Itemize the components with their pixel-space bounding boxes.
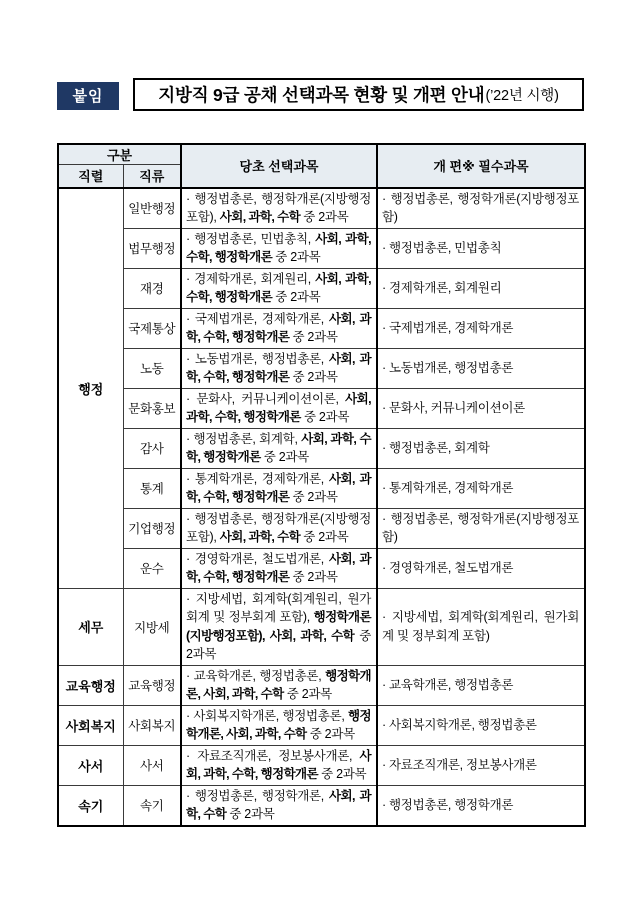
header-jikryeol: 직렬 [58,165,123,188]
jikryu-cell: 속기 [123,785,181,826]
jikryeol-cell: 세무 [58,588,123,665]
revised-subjects-cell: · 지방세법, 회계학(회계원리, 원가회계 및 정부회계 포함) [377,588,585,665]
document-header [57,78,584,111]
jikryu-cell: 운수 [123,548,181,588]
original-subjects-cell: · 지방세법, 회계학(회계원리, 원가회계 및 정부회계 포함), 행정학개론(지방행정포함), 사회, 과학, 수학 중 2과목 [181,588,377,665]
jikryu-cell: 교육행정 [123,665,181,705]
jikryu-cell: 감사 [123,428,181,468]
table-row [58,268,585,308]
attachment-badge-label: 붙임 [72,88,104,105]
header-revised-subjects: 개 편※ 필수과목 [377,144,585,188]
original-subjects-cell: · 경영학개론, 철도법개론, 사회, 과학, 수학, 행정학개론 중 2과목 [181,548,377,588]
original-subjects-cell: · 국제법개론, 경제학개론, 사회, 과학, 수학, 행정학개론 중 2과목 [181,308,377,348]
jikryu-cell: 법무행정 [123,228,181,268]
header-gubun: 구분 [58,144,181,165]
jikryu-cell: 일반행정 [123,188,181,229]
table-row [58,388,585,428]
table-row [58,508,585,548]
revised-subjects-cell: · 사회복지학개론, 행정법총론 [377,705,585,745]
title-box [133,78,584,111]
original-subjects-cell: · 경제학개론, 회계원리, 사회, 과학, 수학, 행정학개론 중 2과목 [181,268,377,308]
revised-subjects-cell: · 경영학개론, 철도법개론 [377,548,585,588]
revised-subjects-cell: · 국제법개론, 경제학개론 [377,308,585,348]
jikryu-cell: 통계 [123,468,181,508]
table-row [58,785,585,826]
table-row [58,665,585,705]
jikryu-cell: 국제통상 [123,308,181,348]
original-subjects-cell: · 문화사, 커뮤니케이션이론, 사회, 과학, 수학, 행정학개론 중 2과목 [181,388,377,428]
original-subjects-cell: · 행정법총론, 회계학, 사회, 과학, 수학, 행정학개론 중 2과목 [181,428,377,468]
page-title: 지방직 9급 공채 선택과목 현황 및 개편 안내 [158,85,485,105]
jikryu-cell: 문화홍보 [123,388,181,428]
original-subjects-cell: · 행정법총론, 행정학개론, 사회, 과학, 수학 중 2과목 [181,785,377,826]
jikryu-cell: 지방세 [123,588,181,665]
original-subjects-cell: · 행정법총론, 민법총칙, 사회, 과학, 수학, 행정학개론 중 2과목 [181,228,377,268]
table-row [58,468,585,508]
original-subjects-cell: · 통계학개론, 경제학개론, 사회, 과학, 수학, 행정학개론 중 2과목 [181,468,377,508]
original-subjects-cell: · 사회복지학개론, 행정법총론, 행정학개론, 사회, 과학, 수학 중 2과목 [181,705,377,745]
revised-subjects-cell: · 행정법총론, 회계학 [377,428,585,468]
revised-subjects-cell: · 행정법총론, 행정학개론(지방행정포함) [377,188,585,229]
table-row [58,745,585,785]
original-subjects-cell: · 행정법총론, 행정학개론(지방행정 포함), 사회, 과학, 수학 중 2과목 [181,508,377,548]
table-row [58,548,585,588]
revised-subjects-cell: · 행정법총론, 행정학개론(지방행정포함) [377,508,585,548]
subjects-table-wrap [57,143,586,827]
jikryeol-cell: 사서 [58,745,123,785]
revised-subjects-cell: · 자료조직개론, 정보봉사개론 [377,745,585,785]
table-row [58,308,585,348]
original-subjects-cell: · 노동법개론, 행정법총론, 사회, 과학, 수학, 행정학개론 중 2과목 [181,348,377,388]
table-row [58,588,585,665]
revised-subjects-cell: · 경제학개론, 회계원리 [377,268,585,308]
revised-subjects-cell: · 교육학개론, 행정법총론 [377,665,585,705]
jikryeol-cell: 속기 [58,785,123,826]
header-jikryu: 직류 [123,165,181,188]
jikryu-cell: 사서 [123,745,181,785]
page-title-suffix: (’22년 시행) [485,88,559,104]
table-row [58,428,585,468]
header-row-1 [58,144,585,165]
jikryeol-cell: 교육행정 [58,665,123,705]
jikryu-cell: 재경 [123,268,181,308]
revised-subjects-cell: · 통계학개론, 경제학개론 [377,468,585,508]
table-row [58,705,585,745]
subjects-table [57,143,586,827]
jikryu-cell: 노동 [123,348,181,388]
table-row [58,348,585,388]
jikryeol-cell: 행정 [58,188,123,589]
jikryeol-cell: 사회복지 [58,705,123,745]
revised-subjects-cell: · 노동법개론, 행정법총론 [377,348,585,388]
subjects-table-head [58,144,585,188]
jikryu-cell: 기업행정 [123,508,181,548]
table-row [58,188,585,229]
original-subjects-cell: · 교육학개론, 행정법총론, 행정학개론, 사회, 과학, 수학 중 2과목 [181,665,377,705]
revised-subjects-cell: · 문화사, 커뮤니케이션이론 [377,388,585,428]
revised-subjects-cell: · 행정법총론, 행정학개론 [377,785,585,826]
attachment-badge [57,82,119,110]
original-subjects-cell: · 행정법총론, 행정학개론(지방행정 포함), 사회, 과학, 수학 중 2과목 [181,188,377,229]
revised-subjects-cell: · 행정법총론, 민법총칙 [377,228,585,268]
original-subjects-cell: · 자료조직개론, 정보봉사개론, 사회, 과학, 수학, 행정학개론 중 2과목 [181,745,377,785]
jikryu-cell: 사회복지 [123,705,181,745]
table-row [58,228,585,268]
subjects-table-body [58,188,585,826]
header-original-subjects: 당초 선택과목 [181,144,377,188]
